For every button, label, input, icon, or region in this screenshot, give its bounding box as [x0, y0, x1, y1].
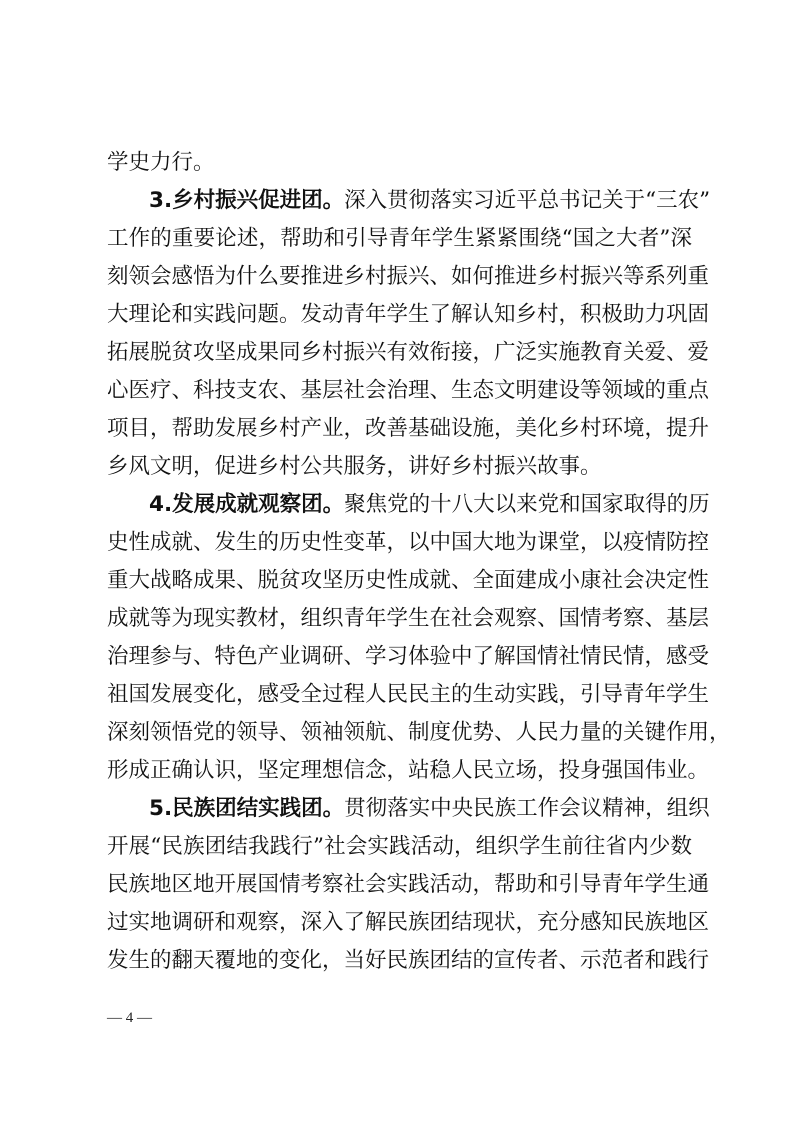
line-text: 拓展脱贫攻坚成果同乡村振兴有效衔接，广泛实施教育关爱、爱: [107, 340, 710, 365]
line-text: 发生的翻天覆地的变化，当好民族团结的宣传者、示范者和践行: [107, 948, 710, 973]
text-line: [107, 296, 710, 334]
line-text: 史性成就、发生的历史性变革，以中国大地为课堂，以疫情防控: [107, 530, 710, 555]
line-text: 学史力行。: [107, 150, 215, 175]
text-line: [107, 334, 710, 372]
line-text: 过实地调研和观察，深入了解民族团结现状，充分感知民族地区: [107, 910, 710, 935]
text-line: [107, 714, 731, 752]
line-text: 心医疗、科技支农、基层社会治理、生态文明建设等领域的重点: [107, 378, 710, 403]
text-line: [107, 448, 692, 486]
line-text: 民族地区地开展国情考察社会实践活动，帮助和引导青年学生通: [107, 872, 710, 897]
text-line: [107, 144, 692, 182]
text-line: [107, 904, 710, 942]
text-line: [107, 372, 710, 410]
text-line: [107, 942, 710, 980]
section-heading-line: [149, 486, 710, 524]
text-line: [107, 638, 710, 676]
section-heading-rural: 3.乡村振兴促进团。: [149, 188, 345, 213]
page-number: — 4 —: [107, 1010, 152, 1026]
text-line: [107, 410, 710, 448]
line-text: 开展“民族团结我践行”社会实践活动，组织学生前往省内少数: [107, 834, 692, 859]
line-text: 工作的重要论述，帮助和引导青年学生紧紧围绕“国之大者”深: [107, 226, 692, 251]
line-text: 项目，帮助发展乡村产业，改善基础设施，美化乡村环境，提升: [107, 416, 710, 441]
text-line: [107, 866, 710, 904]
text-line: [107, 258, 710, 296]
text-line: [107, 600, 710, 638]
section-heading-ethnic-unity: 5.民族团结实践团。: [149, 796, 345, 821]
line-text: 重大战略成果、脱贫攻坚历史性成就、全面建成小康社会决定性: [107, 568, 710, 593]
line-text: 刻领会感悟为什么要推进乡村振兴、如何推进乡村振兴等系列重: [107, 264, 710, 289]
text-line: [107, 562, 710, 600]
section-heading-line: [149, 790, 710, 828]
line-text: 大理论和实践问题。发动青年学生了解认知乡村，积极助力巩固: [107, 302, 710, 327]
line-text: 治理参与、特色产业调研、学习体验中了解国情社情民情，感受: [107, 644, 710, 669]
text-line: [107, 220, 692, 258]
line-text: 深入贯彻落实习近平总书记关于“三农”: [344, 188, 711, 213]
line-text: 祖国发展变化，感受全过程人民民主的生动实践，引导青年学生: [107, 682, 710, 707]
line-text: 形成正确认识，坚定理想信念，站稳人民立场，投身强国伟业。: [107, 758, 710, 783]
line-text: 成就等为现实教材，组织青年学生在社会观察、国情考察、基层: [107, 606, 710, 631]
text-line: [107, 752, 710, 790]
text-line: [107, 524, 710, 562]
text-line: [107, 828, 692, 866]
section-heading-line: [149, 182, 711, 220]
text-line: [107, 676, 710, 714]
line-text: 深刻领悟党的领导、领袖领航、制度优势、人民力量的关键作用，: [107, 720, 731, 745]
line-text: 贯彻落实中央民族工作会议精神，组织: [344, 796, 710, 821]
line-text: 聚焦党的十八大以来党和国家取得的历: [344, 492, 710, 517]
line-text: 乡风文明，促进乡村公共服务，讲好乡村振兴故事。: [107, 454, 602, 479]
section-heading-achievements: 4.发展成就观察团。: [149, 492, 345, 517]
